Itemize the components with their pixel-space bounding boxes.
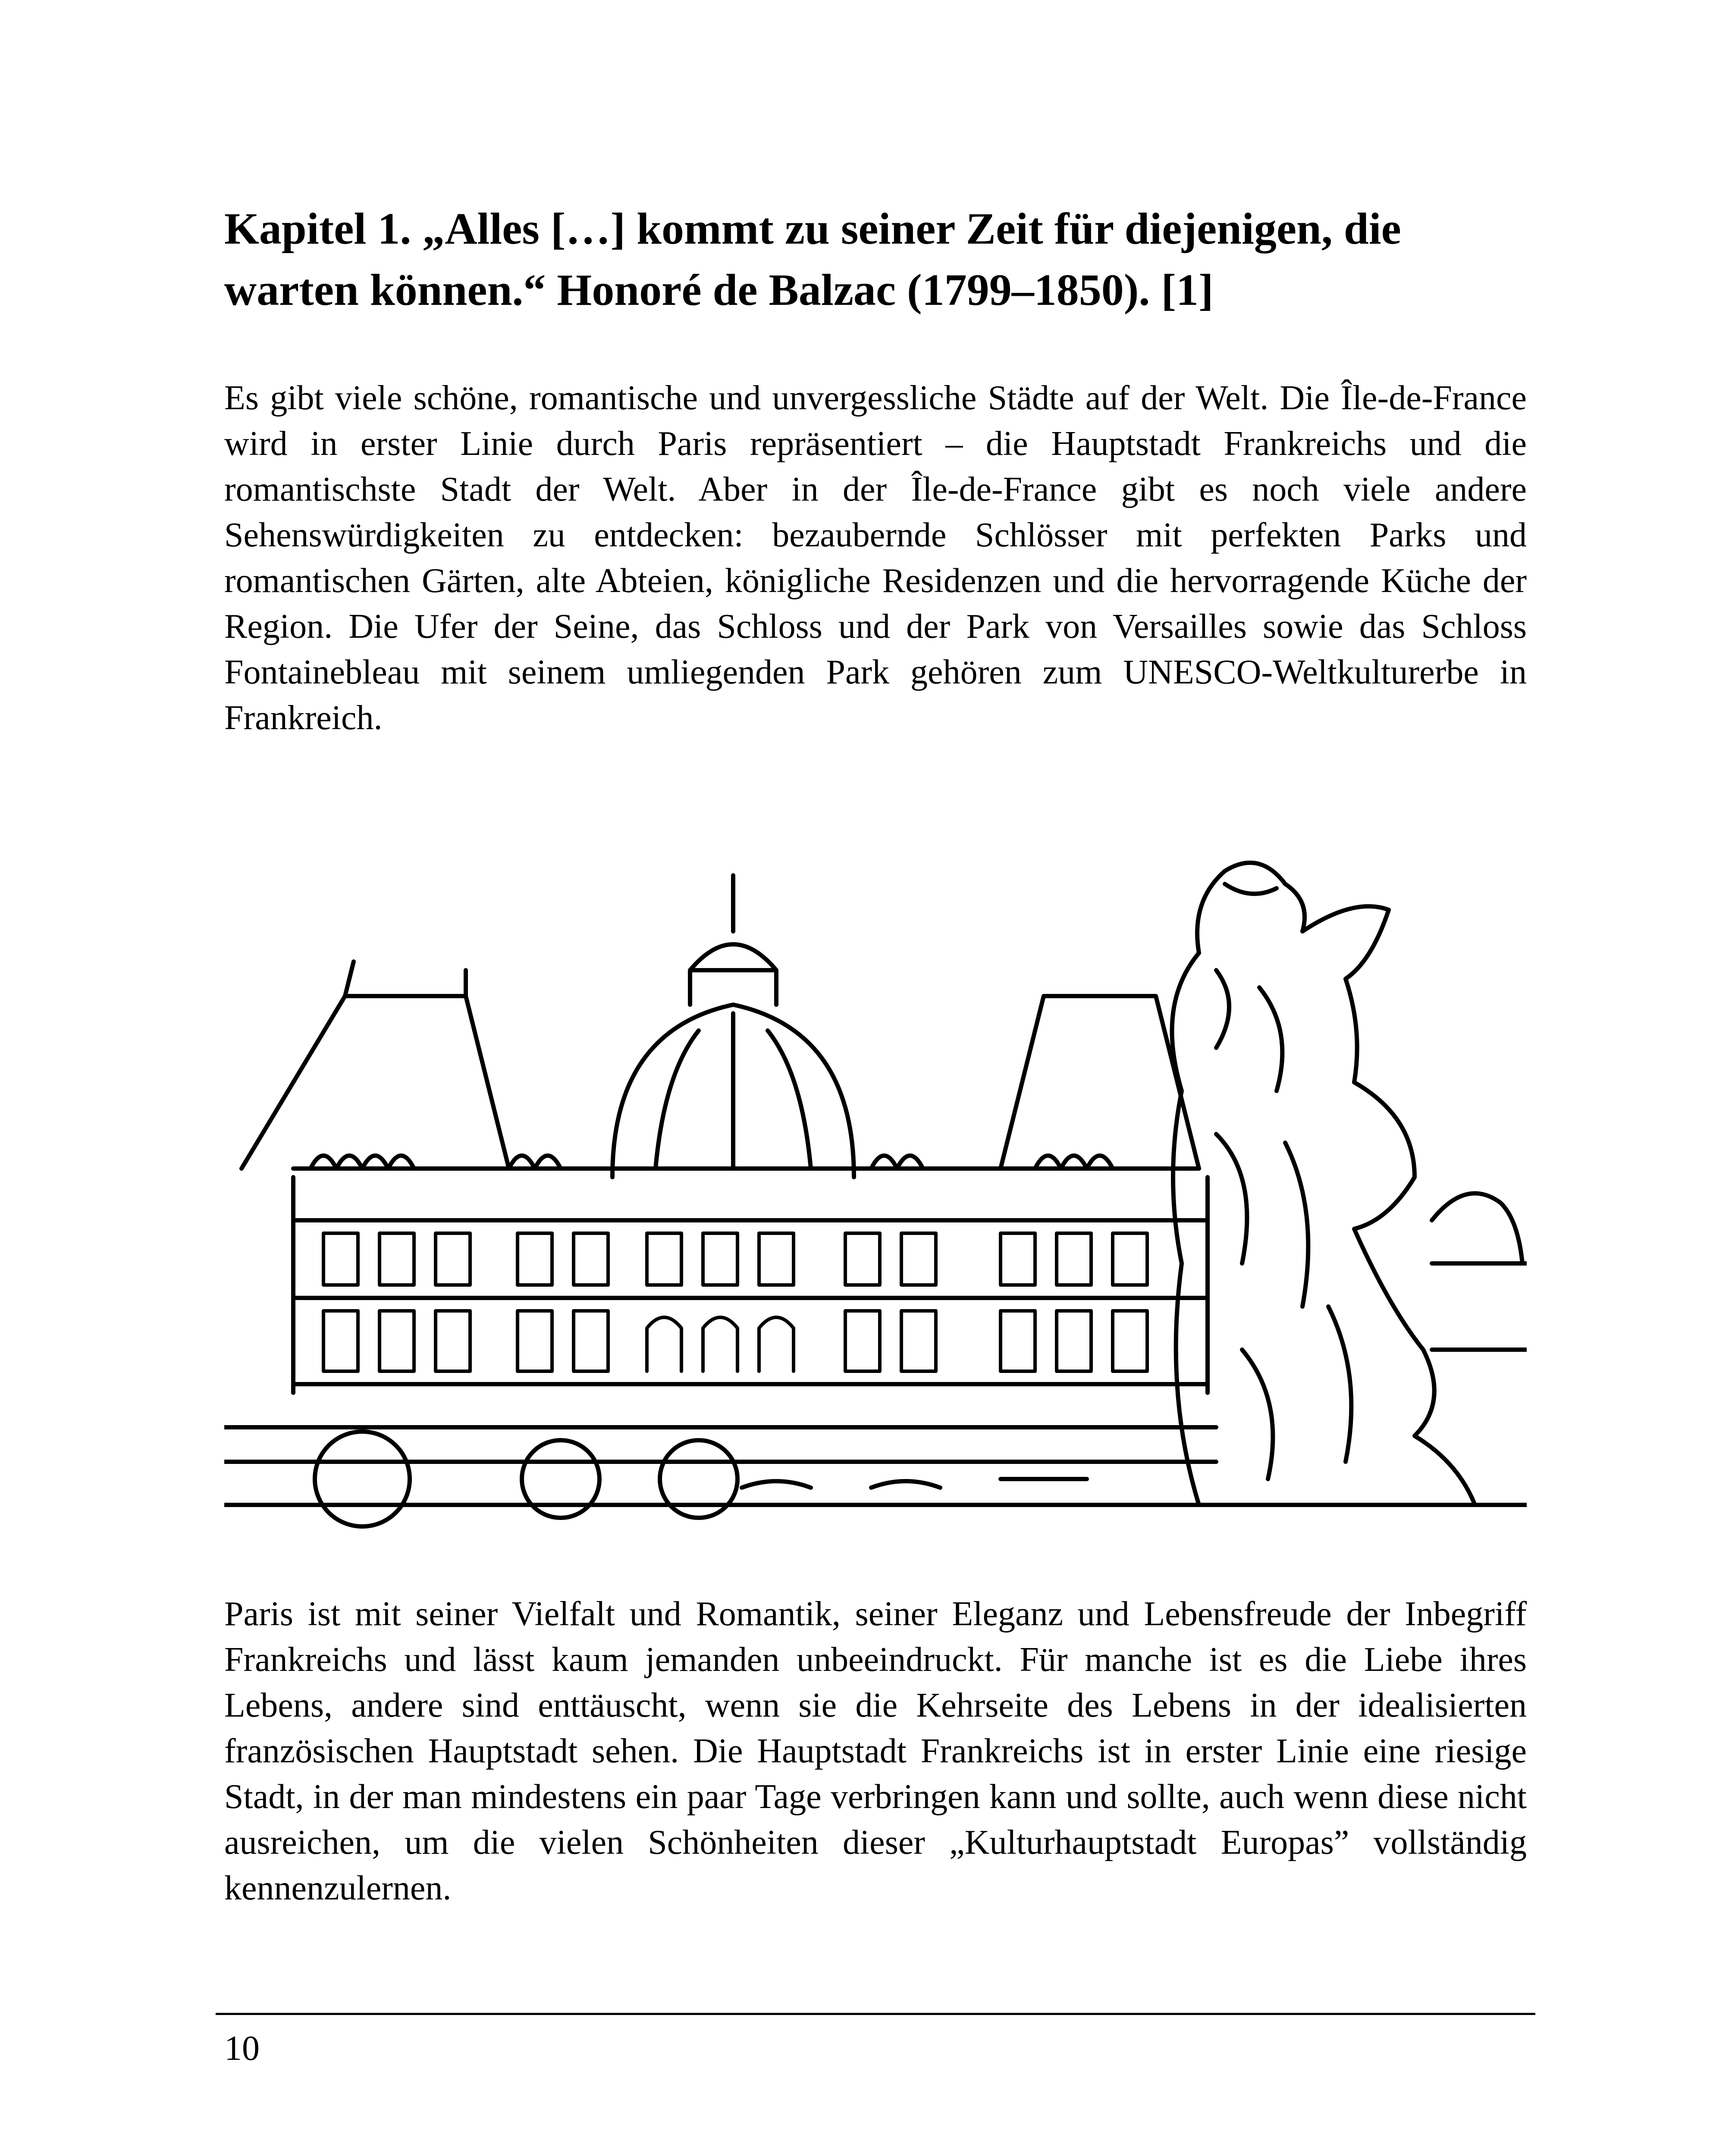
- body-paragraph-intro: Es gibt viele schöne, romantische und unvergessliche Städte auf der Welt. Die Île-de-France wird in erster Linie durch Paris repräsentiert – die Hauptstadt Frankreichs und die romantischste Stadt der Welt. Aber in der Île-de-France gibt es noch viele andere Sehenswürdigkeiten zu entdecken: bezaubernde Schlösser mit perfekten Parks und romantischen Gärten, alte Abteien, königliche Residenzen und die hervorragende Küche der Region. Die Ufer der Seine, das Schloss und der Park von Versailles sowie das Schloss Fontainebleau mit seinem umliegenden Park gehören zum UNESCO-Weltkulturerbe in Frankreich.: [224, 379, 1527, 737]
- page-number: 10: [224, 2028, 260, 2068]
- body-paragraph-paris: Paris ist mit seiner Vielfalt und Romantik, seiner Eleganz und Lebensfreude der Inbegriff Frankreichs und lässt kaum jemanden unbeeindruckt. Für manche ist es die Liebe ihres Lebens, andere sind enttäuscht, wenn sie die Kehrseite des Lebens in der idealisierten französischen Hauptstadt sehen. Die Hauptstadt Frankreichs ist in erster Linie eine riesige Stadt, in der man mindestens ein paar Tage verbringen kann und sollte, auch wenn diese nicht ausreichen, um die vielen Schönheiten dieser „Kulturhauptstadt Europas” vollständig kennenzulernen.: [224, 1595, 1527, 1907]
- chateau-illustration: [224, 789, 1527, 1548]
- footer-rule: [216, 2013, 1535, 2015]
- chapter-title: Kapitel 1. „Alles […] kommt zu seiner Zeit für diejenigen, die warten können.“ Honoré de Balzac (1799–1850). [1]: [224, 204, 1401, 315]
